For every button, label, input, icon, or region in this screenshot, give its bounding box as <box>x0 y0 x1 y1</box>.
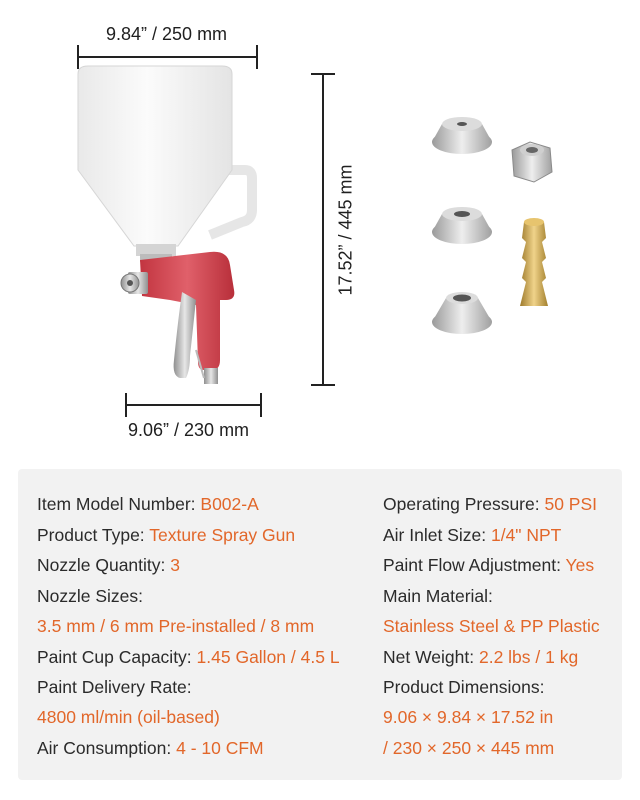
spec-main-material-value: Stainless Steel & PP Plastic <box>383 616 600 636</box>
nozzle-accessories-image <box>420 110 580 350</box>
bottom-width-label: 9.06” / 230 mm <box>128 420 250 440</box>
spec-net-weight: Net Weight: 2.2 lbs / 1 kg <box>383 647 579 667</box>
nozzle-cap-3 <box>432 292 492 334</box>
spec-paint-delivery-rate-value: 4800 ml/min (oil-based) <box>37 707 220 727</box>
spec-main-material-label: Main Material: <box>383 586 493 606</box>
hex-nut <box>512 142 552 182</box>
spec-item-model-number: Item Model Number: B002-A <box>37 494 259 514</box>
height-tick-top <box>311 73 335 75</box>
spec-paint-cup-capacity: Paint Cup Capacity: 1.45 Gallon / 4.5 L <box>37 647 340 667</box>
spec-paint-flow-adjustment: Paint Flow Adjustment: Yes <box>383 555 595 575</box>
spec-product-type: Product Type: Texture Spray Gun <box>37 525 296 545</box>
height-line <box>322 74 324 386</box>
height-label: 17.52” / 445 mm <box>335 164 356 296</box>
bottom-width-line <box>126 404 262 406</box>
spec-nozzle-sizes-value: 3.5 mm / 6 mm Pre-installed / 8 mm <box>37 616 315 636</box>
spec-product-dimensions-label: Product Dimensions: <box>383 677 545 697</box>
spec-product-dimensions-inches: 9.06 × 9.84 × 17.52 in <box>383 707 554 727</box>
texture-spray-gun-image <box>70 60 260 390</box>
brass-hose-fitting <box>520 218 548 306</box>
nozzle-cap-2 <box>432 207 492 244</box>
bottom-width-tick-left <box>125 393 127 417</box>
spec-paint-delivery-rate-label: Paint Delivery Rate: <box>37 677 192 697</box>
spec-product-dimensions-mm: / 230 × 250 × 445 mm <box>383 738 555 758</box>
specifications-panel <box>18 469 622 780</box>
spec-air-consumption: Air Consumption: 4 - 10 CFM <box>37 738 264 758</box>
nozzle-cap-1 <box>432 117 492 154</box>
top-width-line <box>78 56 258 58</box>
spec-operating-pressure: Operating Pressure: 50 PSI <box>383 494 598 514</box>
bottom-width-tick-right <box>260 393 262 417</box>
height-tick-bottom <box>311 384 335 386</box>
spec-nozzle-quantity: Nozzle Quantity: 3 <box>37 555 180 575</box>
spec-nozzle-sizes-label: Nozzle Sizes: <box>37 586 144 606</box>
spec-air-inlet-size: Air Inlet Size: 1/4" NPT <box>383 525 562 545</box>
top-width-label: 9.84” / 250 mm <box>106 24 228 44</box>
